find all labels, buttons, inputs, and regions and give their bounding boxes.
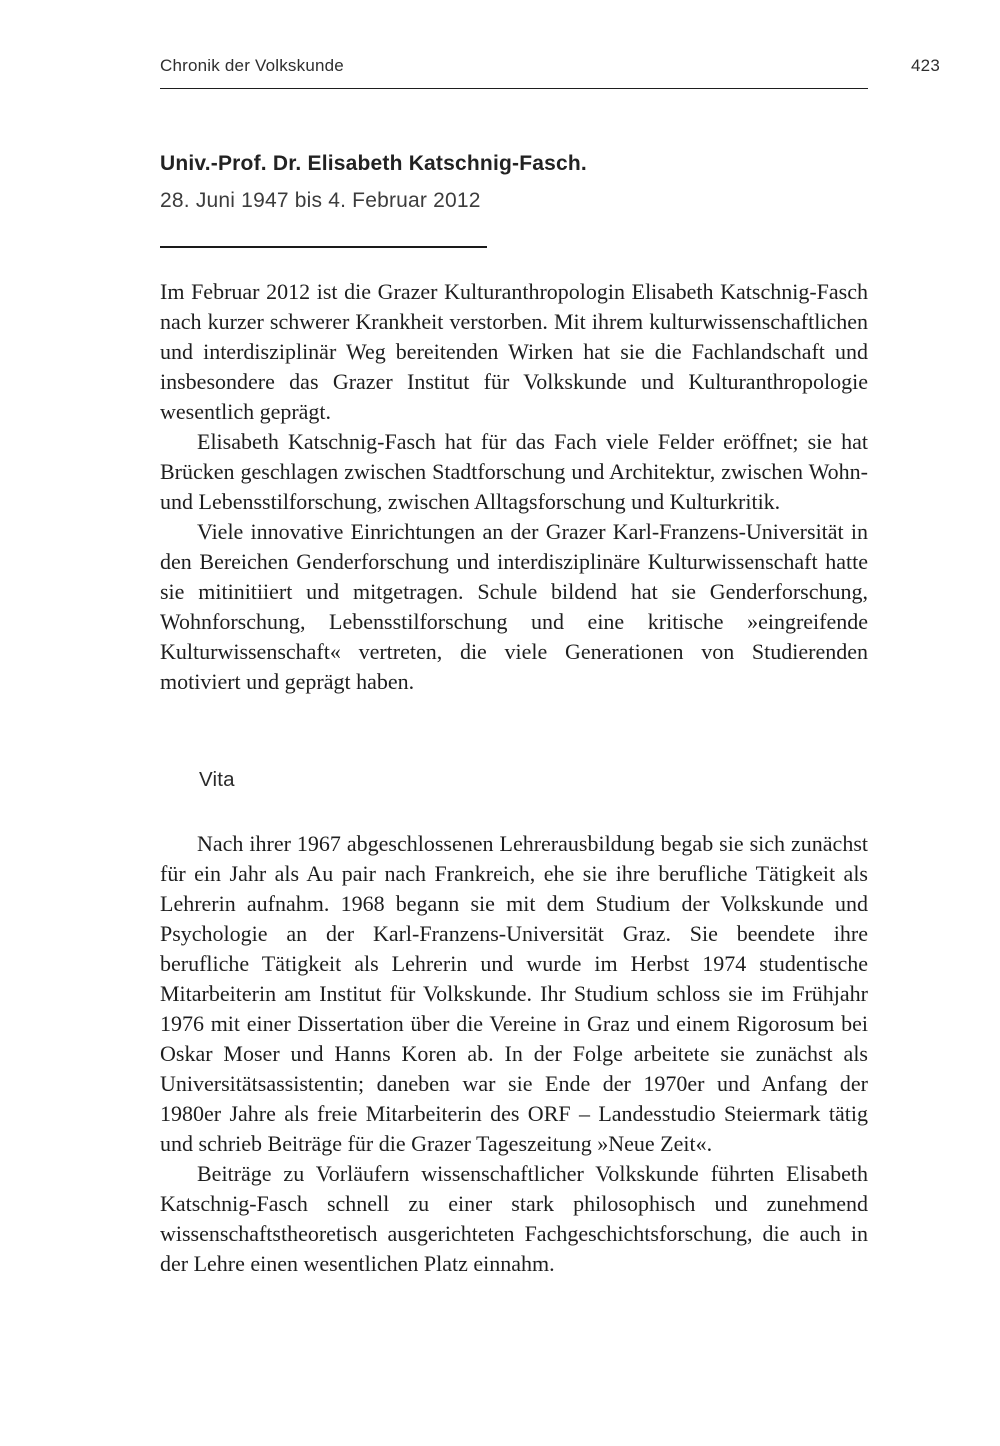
running-header [160, 56, 940, 76]
section-heading-vita: Vita [199, 768, 235, 791]
article-title: Univ.-Prof. Dr. Elisabeth Katschnig-Fasch. [160, 152, 587, 175]
title-rule [160, 246, 487, 248]
paragraph: Beiträge zu Vorläufern wissenschaftlicher Volkskunde führten Elisabeth Katschnig-Fasch schnell zu einer stark philosophisch und zunehmend wissenschaftstheoretisch ausgerichteten Fachgeschichtsforschung, die auch in der Lehre einen wesentlichen Platz einnahm. [160, 1161, 868, 1276]
paragraph: Viele innovative Einrichtungen an der Grazer Karl-Franzens-Universität in den Bereichen Genderforschung und interdisziplinäre Kulturwissenschaft hatte sie mitinitiiert und mitgetragen. Schule bildend hat sie Genderforschung, Wohnforschung, Lebensstilforschung und eine kritische »eingreifende Kulturwissenschaft« vertreten, die viele Generationen von Studierenden motiviert und geprägt haben. [160, 519, 868, 694]
vita-paragraphs [160, 829, 868, 1279]
article-body [160, 277, 868, 1279]
intro-paragraphs [160, 277, 868, 697]
paragraph: Nach ihrer 1967 abgeschlossenen Lehrerausbildung begab sie sich zunächst für ein Jahr als Au pair nach Frankreich, ehe sie ihre berufliche Tätigkeit als Lehrerin aufnahm. 1968 begann sie mit dem Studium der Volkskunde und Psychologie an der Karl-Franzens-Universität Graz. Sie beendete ihre berufliche Tätigkeit als Lehrerin und wurde im Herbst 1974 studentische Mitarbeiterin am Institut für Volkskunde. Ihr Studium schloss sie im Frühjahr 1976 mit einer Dissertation über die Vereine in Graz und einem Rigorosum bei Oskar Moser und Hanns Koren ab. In der Folge arbeitete sie zunächst als Universitätsassistentin; daneben war sie Ende der 1970er und Anfang der 1980er Jahre als freie Mitarbeiterin des ORF – Landesstudio Steiermark tätig und schrieb Beiträge für die Grazer Tageszeitung »Neue Zeit«. [160, 831, 868, 1156]
article-dates: 28. Juni 1947 bis 4. Februar 2012 [160, 189, 481, 212]
paragraph: Elisabeth Katschnig-Fasch hat für das Fach viele Felder eröffnet; sie hat Brücken geschlagen zwischen Stadtforschung und Architektur, zwischen Wohn- und Lebensstilforschung, zwischen Alltagsforschung und Kulturkritik. [160, 429, 868, 514]
paragraph: Im Februar 2012 ist die Grazer Kulturanthropologin Elisabeth Katschnig-Fasch nach kurzer schwerer Krankheit verstorben. Mit ihrem kulturwissenschaftlichen und interdisziplinär Weg bereitenden Wirken hat sie die Fachlandschaft und insbesondere das Grazer Institut für Volkskunde und Kulturanthropologie wesentlich geprägt. [160, 279, 868, 424]
running-title: Chronik der Volkskunde [160, 56, 344, 75]
header-rule [160, 88, 868, 89]
page-number: 423 [911, 56, 940, 75]
